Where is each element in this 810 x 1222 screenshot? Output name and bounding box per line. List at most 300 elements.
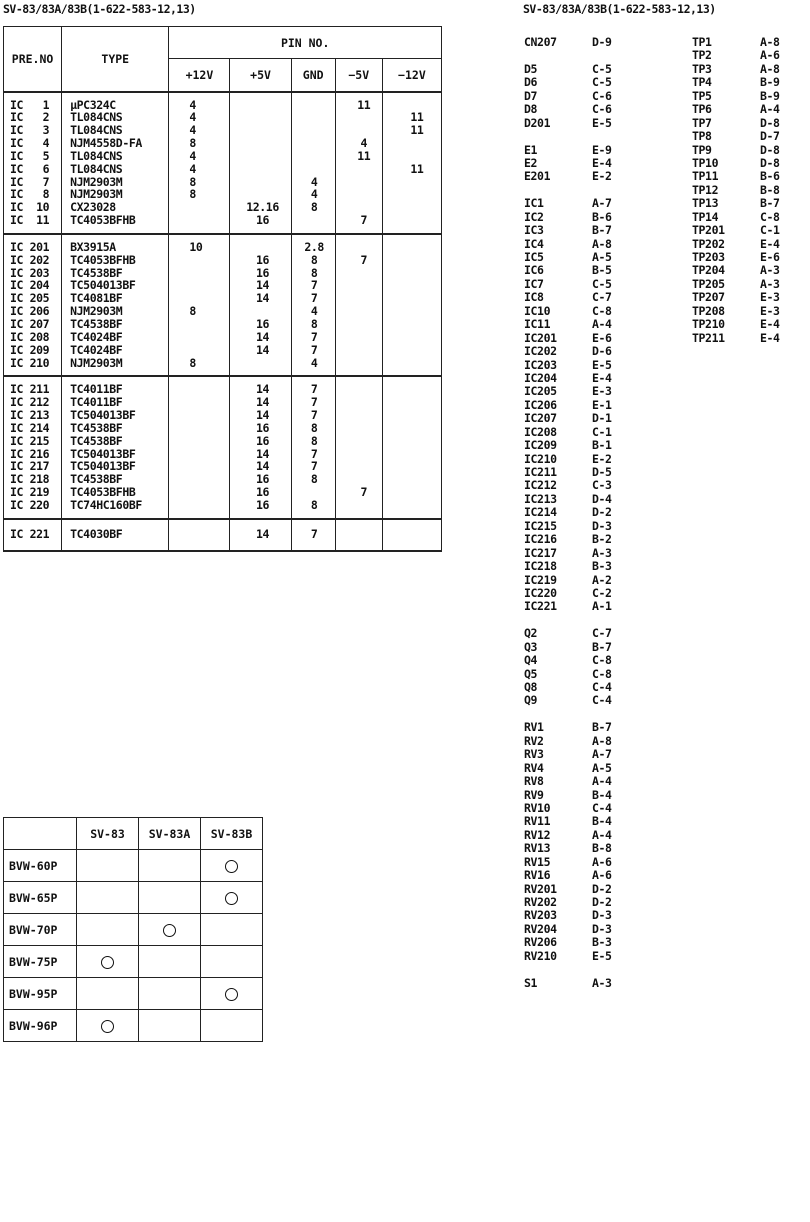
ref-designator: IC2	[524, 209, 544, 224]
ref-designator: TP10	[692, 155, 719, 170]
ref-designator: IC7	[524, 276, 544, 291]
location-entry	[524, 453, 612, 466]
grid-location: A-4	[592, 317, 612, 332]
pre-no-value: IC 5	[10, 149, 50, 163]
location-entry	[524, 359, 612, 372]
grid-location: E-4	[760, 236, 780, 251]
cell-minus12v	[382, 234, 441, 376]
type-value: TC74HC160BF	[70, 498, 142, 512]
gnd-value: 4	[310, 188, 318, 202]
ic-group-row	[4, 376, 442, 518]
minus12v-value	[383, 188, 441, 201]
plus12v-value	[169, 279, 229, 292]
plus5v-value: 14	[256, 460, 270, 474]
model-label: BVW-75P	[4, 946, 77, 978]
location-entry	[524, 748, 612, 761]
grid-location: C-6	[592, 102, 612, 117]
minus5v-value	[336, 201, 382, 214]
location-entry	[524, 506, 612, 519]
location-entry	[524, 694, 612, 707]
ref-designator: TP4	[692, 75, 712, 90]
grid-location: E-3	[760, 303, 780, 318]
model-cell	[201, 850, 263, 882]
pre-no-value: IC 210	[10, 356, 50, 370]
pre-no-value: IC 4	[10, 137, 50, 150]
plus5v-value: 12.16	[246, 201, 279, 215]
gnd-value	[292, 124, 335, 137]
testpoint-entry	[692, 332, 780, 345]
location-entry	[524, 600, 612, 613]
model-label: BVW-60P	[4, 850, 77, 882]
list-spacer	[524, 708, 612, 721]
grid-location: E-5	[592, 115, 612, 130]
grid-location: C-4	[592, 680, 612, 694]
ref-designator: TP12	[692, 182, 719, 197]
grid-location: C-8	[592, 666, 612, 681]
list-spacer	[524, 614, 612, 627]
model-header-sv83b: SV-83B	[201, 818, 263, 850]
minus5v-value	[336, 473, 382, 486]
grid-location: B-8	[592, 841, 612, 856]
location-entry	[524, 587, 612, 600]
minus5v-value	[336, 241, 382, 254]
testpoint-entry	[692, 184, 780, 197]
gnd-value	[292, 214, 335, 227]
grid-location: A-3	[592, 975, 612, 990]
gnd-value: 8	[310, 473, 318, 487]
plus5v-value: 16	[256, 421, 270, 435]
cell-minus12v	[382, 519, 441, 551]
cell-minus5v	[335, 376, 382, 518]
cell-plus12v	[169, 376, 230, 518]
ref-designator: RV201	[524, 881, 557, 896]
pre-no-value: IC 212	[10, 396, 50, 410]
plus12v-value: 8	[189, 137, 196, 150]
location-entry	[524, 802, 612, 815]
model-cell	[201, 882, 263, 914]
cell-type	[62, 376, 169, 518]
plus12v-value	[169, 422, 229, 435]
location-entry	[524, 63, 612, 76]
ref-designator: RV2	[524, 733, 544, 748]
type-value: TC4030BF	[70, 527, 123, 541]
grid-location: D-8	[760, 142, 780, 157]
grid-location: A-7	[592, 196, 612, 211]
ref-designator: TP210	[692, 317, 725, 332]
location-entry	[524, 399, 612, 412]
grid-location: C-7	[592, 290, 612, 305]
location-entry	[524, 627, 612, 640]
grid-location: A-4	[760, 102, 780, 117]
minus5v-value	[336, 279, 382, 292]
ref-designator: TP207	[692, 290, 725, 305]
ic-group-row	[4, 519, 442, 551]
location-entry	[524, 224, 612, 237]
pre-no-value: IC 8	[10, 188, 50, 202]
minus12v-value	[383, 214, 441, 227]
type-value: TC504013BF	[70, 460, 136, 474]
grid-location: D-3	[592, 921, 612, 936]
type-value: TC4024BF	[70, 343, 123, 357]
minus12v-value	[383, 486, 441, 499]
minus5v-value: 11	[357, 98, 371, 112]
plus5v-value	[230, 99, 290, 112]
grid-location: E-2	[592, 451, 612, 466]
grid-location: E-2	[592, 169, 612, 184]
gnd-value: 4	[310, 175, 318, 189]
ref-designator: IC219	[524, 572, 557, 587]
testpoint-entry	[692, 224, 780, 237]
grid-location: E-5	[592, 357, 612, 372]
ref-designator: RV9	[524, 787, 544, 802]
plus12v-value	[169, 331, 229, 344]
location-entry	[524, 345, 612, 358]
col-header-plus5v: +5V	[230, 59, 291, 92]
ref-designator: RV10	[524, 800, 551, 815]
plus5v-value: 14	[256, 409, 270, 422]
grid-location: D-2	[592, 881, 612, 896]
location-entry	[524, 251, 612, 264]
pre-no-value: IC 219	[10, 486, 50, 499]
pre-no-value: IC 220	[10, 498, 50, 512]
grid-location: D-8	[760, 155, 780, 170]
pre-no-value: IC 209	[10, 343, 50, 357]
ref-designator: RV202	[524, 895, 557, 909]
cell-pre-no	[4, 519, 62, 551]
grid-location: E-6	[760, 250, 780, 264]
cell-type	[62, 519, 169, 551]
model-cell	[77, 946, 139, 978]
testpoint-entry	[692, 278, 780, 291]
minus5v-value	[336, 305, 382, 318]
minus5v-value	[336, 163, 382, 176]
list-spacer	[524, 963, 612, 976]
plus12v-value: 8	[189, 356, 196, 370]
location-entry	[524, 385, 612, 398]
location-entry	[524, 439, 612, 452]
col-header-minus12v: −12V	[382, 59, 441, 92]
model-cell	[201, 914, 263, 946]
cell-plus5v	[230, 234, 291, 376]
ref-designator: IC8	[524, 290, 544, 305]
model-header-blank	[4, 818, 77, 850]
type-value: TL084CNS	[70, 162, 123, 176]
minus12v-value	[383, 528, 441, 541]
plus5v-value: 16	[256, 486, 270, 499]
cell-gnd	[291, 92, 335, 234]
location-entry	[524, 291, 612, 304]
testpoint-entry	[692, 197, 780, 210]
grid-location: A-1	[592, 599, 612, 614]
location-entry	[524, 318, 612, 331]
ic-group-row	[4, 234, 442, 376]
model-cell	[77, 914, 139, 946]
minus5v-value	[336, 111, 382, 124]
ref-designator: IC204	[524, 370, 557, 385]
ref-designator: D6	[524, 75, 538, 90]
type-value: TC504013BF	[70, 409, 136, 422]
location-entry	[524, 412, 612, 425]
minus12v-value	[383, 473, 441, 486]
gnd-value: 7	[310, 343, 318, 357]
testpoint-entry	[692, 130, 780, 143]
grid-location: A-8	[592, 236, 612, 251]
circle-mark-icon	[163, 924, 176, 937]
grid-location: D-6	[592, 344, 612, 359]
minus5v-value: 4	[360, 137, 368, 150]
ref-designator: RV15	[524, 854, 551, 869]
grid-location: E-3	[760, 290, 780, 305]
minus12v-value	[383, 344, 441, 357]
location-entry	[524, 789, 612, 802]
grid-location: B-7	[760, 196, 780, 211]
ref-designator: IC11	[524, 317, 551, 332]
ref-designator: Q2	[524, 626, 538, 641]
ref-designator: IC209	[524, 438, 557, 453]
cell-gnd	[291, 376, 335, 518]
type-value: TC4011BF	[70, 396, 123, 410]
gnd-value: 8	[310, 498, 318, 512]
minus5v-value	[336, 331, 382, 344]
grid-location: A-5	[592, 760, 612, 775]
minus12v-value	[383, 150, 441, 163]
type-value: TC4053BFHB	[70, 486, 136, 499]
minus12v-value	[383, 176, 441, 189]
location-entry	[524, 466, 612, 479]
pre-no-value: IC 2	[10, 111, 50, 125]
location-entry	[524, 560, 612, 573]
plus5v-value: 14	[256, 527, 270, 541]
location-entry	[524, 305, 612, 318]
ref-designator: TP201	[692, 223, 725, 238]
grid-location: D-5	[592, 465, 612, 479]
gnd-value: 8	[310, 318, 318, 331]
plus12v-value	[169, 344, 229, 357]
ref-designator: IC208	[524, 424, 557, 439]
location-entry	[524, 479, 612, 492]
ref-designator: IC206	[524, 397, 557, 412]
circle-mark-icon	[225, 988, 238, 1001]
location-entry	[524, 157, 612, 170]
grid-location: C-1	[760, 223, 780, 238]
cell-type	[62, 234, 169, 376]
type-value: TC4081BF	[70, 292, 123, 306]
location-entry	[524, 977, 612, 990]
type-value: TC504013BF	[70, 447, 136, 461]
model-label: BVW-96P	[4, 1010, 77, 1042]
pre-no-value: IC 202	[10, 253, 50, 267]
testpoint-entry	[692, 211, 780, 224]
grid-location: A-7	[592, 747, 612, 762]
model-cell	[77, 978, 139, 1010]
type-value: TC4011BF	[70, 383, 123, 397]
plus12v-value	[169, 473, 229, 486]
plus5v-value	[230, 357, 290, 370]
cell-pre-no	[4, 92, 62, 234]
ref-designator: Q5	[524, 666, 538, 681]
ref-designator: RV203	[524, 908, 557, 923]
ref-designator: Q3	[524, 639, 538, 654]
grid-location: B-3	[592, 935, 612, 950]
testpoint-entry	[692, 49, 780, 62]
minus5v-value	[336, 422, 382, 435]
type-value: NJM4558D-FA	[70, 137, 142, 150]
minus12v-value	[383, 267, 441, 280]
minus5v-value	[336, 499, 382, 512]
type-value: TC4538BF	[70, 434, 123, 448]
location-entry	[524, 520, 612, 533]
location-entry	[524, 493, 612, 506]
pre-no-value: IC 1	[10, 98, 50, 112]
minus5v-value	[336, 448, 382, 461]
minus5v-value	[336, 267, 382, 280]
grid-location: B-2	[592, 532, 612, 547]
grid-location: C-2	[592, 585, 612, 600]
ref-designator: TP2	[692, 48, 712, 63]
location-entry	[524, 36, 612, 49]
ref-designator: RV210	[524, 948, 557, 963]
grid-location: C-8	[592, 303, 612, 318]
gnd-value: 8	[310, 201, 318, 215]
model-label: BVW-95P	[4, 978, 77, 1010]
gnd-value	[292, 486, 335, 499]
grid-location: C-4	[592, 800, 612, 815]
gnd-value: 8	[310, 253, 318, 267]
minus12v-value	[383, 241, 441, 254]
pre-no-value: IC 205	[10, 292, 50, 306]
ref-designator: RV8	[524, 774, 544, 789]
plus12v-value: 8	[189, 188, 196, 202]
pre-no-value: IC 217	[10, 460, 50, 474]
location-list-testpoints	[692, 36, 780, 345]
location-entry	[524, 264, 612, 277]
ref-designator: IC201	[524, 330, 557, 345]
type-value: NJM2903M	[70, 188, 123, 202]
plus12v-value	[169, 435, 229, 448]
cell-plus5v	[230, 92, 291, 234]
ref-designator: TP8	[692, 129, 712, 144]
cell-minus12v	[382, 92, 441, 234]
ref-designator: IC6	[524, 263, 544, 278]
minus12v-value	[383, 331, 441, 344]
location-entry	[524, 332, 612, 345]
ref-designator: E1	[524, 142, 538, 157]
plus5v-value: 16	[256, 473, 270, 487]
cell-minus5v	[335, 234, 382, 376]
cell-minus5v	[335, 92, 382, 234]
location-entry	[524, 170, 612, 183]
ref-designator: IC221	[524, 599, 557, 614]
minus12v-value	[383, 422, 441, 435]
ref-designator: TP211	[692, 330, 725, 345]
plus12v-value	[169, 396, 229, 409]
testpoint-entry	[692, 251, 780, 264]
gnd-value	[292, 111, 335, 124]
cell-minus5v	[335, 519, 382, 551]
ic-group-row	[4, 92, 442, 234]
minus12v-value: 11	[410, 111, 424, 125]
pre-no-value: IC 3	[10, 124, 50, 138]
plus12v-value: 4	[189, 162, 196, 176]
ref-designator: TP14	[692, 209, 719, 224]
grid-location: D-3	[592, 518, 612, 533]
plus5v-value: 14	[256, 292, 270, 306]
circle-mark-icon	[101, 956, 114, 969]
gnd-value: 4	[310, 305, 318, 318]
location-entry	[524, 197, 612, 210]
minus5v-value	[336, 176, 382, 189]
grid-location: A-3	[760, 276, 780, 291]
model-row	[4, 978, 263, 1010]
location-entry	[524, 950, 612, 963]
model-cell	[201, 1010, 263, 1042]
location-entry	[524, 681, 612, 694]
minus5v-value	[336, 357, 382, 370]
ref-designator: E201	[524, 169, 551, 184]
grid-location: E-4	[760, 317, 780, 332]
ic-voltage-table	[3, 26, 442, 552]
grid-location: A-8	[760, 35, 780, 49]
grid-location: C-8	[592, 653, 612, 668]
minus12v-value	[383, 292, 441, 305]
ref-designator: Q4	[524, 653, 538, 668]
location-entry	[524, 869, 612, 882]
type-value: TL084CNS	[70, 124, 123, 138]
gnd-value	[292, 99, 335, 112]
ref-designator: IC212	[524, 478, 557, 493]
ref-designator: D5	[524, 61, 538, 76]
model-row	[4, 1010, 263, 1042]
model-header-sv83a: SV-83A	[139, 818, 201, 850]
minus5v-value	[336, 124, 382, 137]
gnd-value: 7	[310, 292, 318, 306]
gnd-value: 8	[310, 434, 318, 448]
minus12v-value: 11	[410, 162, 424, 176]
type-value: TL084CNS	[70, 111, 123, 125]
page-header-right: SV-83/83A/83B(1-622-583-12,13)	[523, 2, 716, 16]
grid-location: D-1	[592, 411, 612, 426]
col-header-type: TYPE	[62, 27, 169, 92]
gnd-value: 7	[310, 460, 318, 474]
plus5v-value: 16	[256, 266, 270, 280]
gnd-value: 7	[310, 279, 318, 293]
grid-location: C-8	[760, 209, 780, 224]
cell-plus12v	[169, 234, 230, 376]
model-cell	[77, 1010, 139, 1042]
grid-location: B-1	[592, 438, 612, 453]
grid-location: A-4	[592, 774, 612, 789]
ref-designator: TP13	[692, 196, 719, 211]
plus12v-value	[169, 448, 229, 461]
pre-no-value: IC 213	[10, 409, 50, 422]
ref-designator: RV12	[524, 827, 551, 842]
grid-location: E-1	[592, 397, 612, 412]
plus5v-value: 14	[256, 396, 270, 410]
pre-no-value: IC 6	[10, 162, 50, 176]
type-value: TC4053BFHB	[70, 253, 136, 267]
grid-location: B-6	[760, 169, 780, 184]
model-cell	[139, 914, 201, 946]
ref-designator: IC1	[524, 196, 544, 211]
type-value: TC504013BF	[70, 279, 136, 293]
grid-location: A-8	[760, 61, 780, 76]
grid-location: A-6	[592, 868, 612, 883]
cell-minus12v	[382, 376, 441, 518]
type-value: NJM2903M	[70, 356, 123, 370]
list-spacer	[524, 130, 612, 143]
model-row	[4, 946, 263, 978]
minus5v-value	[336, 188, 382, 201]
